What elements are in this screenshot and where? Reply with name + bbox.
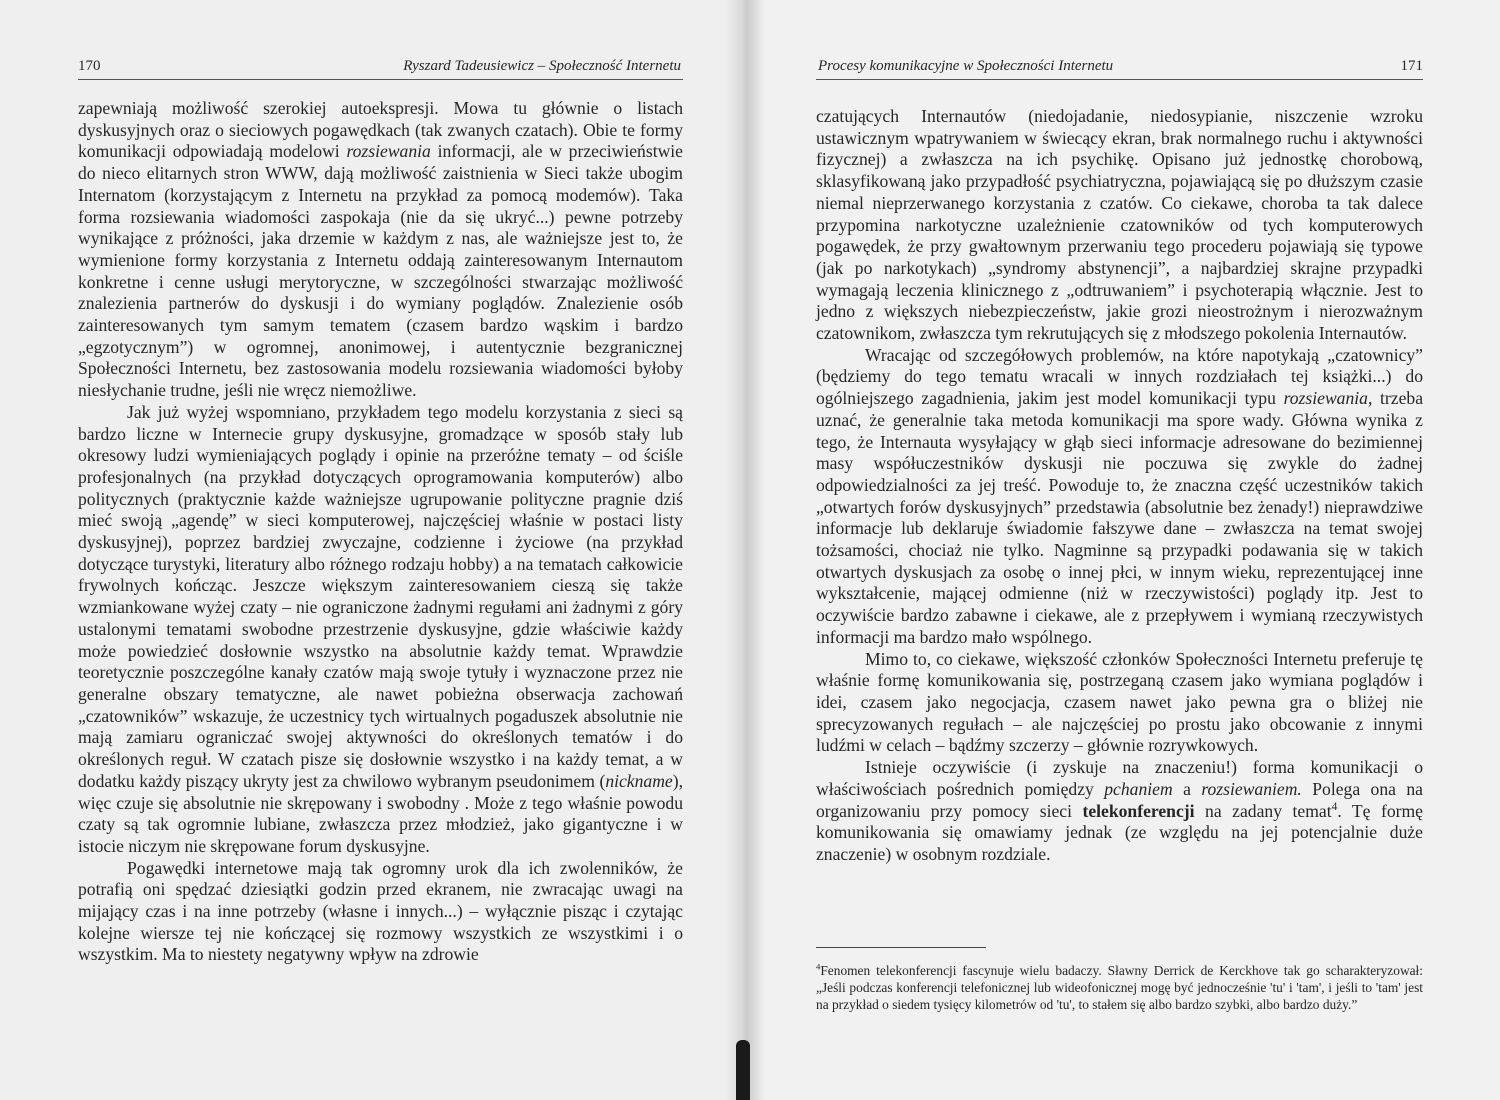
italic-term: rozsiewania bbox=[346, 141, 431, 162]
italic-term: pchaniem bbox=[1104, 778, 1173, 799]
text-run: . Tę formę komunikowania się omawiamy jednak (ze względu na jej potencjalnie duże znaczenie) w osobnym rozdziale. bbox=[816, 800, 1423, 864]
left-page-number: 170 bbox=[78, 58, 101, 74]
left-paragraph-1 bbox=[78, 98, 683, 402]
text-run: Jak już wyżej wspomniano, przykładem tego modelu korzystania z sieci są bardzo liczne w Internecie grupy dyskusyjne, gromadzące w sposób stały lub okresowy ludzi wymieniających poglądy i opinie na przeróżne tematy – od ściśle profesjonalnych (na przykład dotyczących oprogramowania komputerów) albo politycznych (praktycznie każde ważniejsze ugrupowanie polityczne pragnie dziś mieć swoją „agendę” w sieci komputerowej, najczęściej właśnie w postaci listy dyskusyjnej), poprzez bardziej zwyczajne, codzienne i życiowe (na przykład dotyczące turystyki, literatury albo różnego rodzaju hobby) a na tematach całkowicie frywolnych kończąc. Jeszcze większym zainteresowaniem cieszą się także wzmiankowane wyżej czaty – nie ograniczone żadnymi regułami ani żadnymi z góry ustalonymi tematami swobodne przestrzenie dyskusyjne, gdzie właściwie każdy może powiedzieć dosłownie wszystko na absolutnie każdy temat. Wprawdzie teoretycznie poszczególne kanały czatów mają swoje tytuły i wyznaczone przez nie generalne obszary tematyczne, ale nawet pobieżna obserwacja zachowań „czatowników” wskazuje, że uczestnicy tych wirtualnych pogaduszek absolutnie nie mają zamiaru ograniczać swojej aktywności do określonych tematów i do określonych reguł. W czatach pisze się dosłownie wszystko i na każdy temat, a w dodatku każdy piszący ukryty jest za chwilowo wybranym pseudonimem ( bbox=[78, 401, 683, 791]
right-page-header bbox=[816, 55, 1423, 80]
footnote-divider bbox=[816, 947, 986, 948]
italic-term: rozsiewania, bbox=[1283, 388, 1373, 409]
left-paragraph-3: Pogawędki internetowe mają tak ogromny urok dla ich zwolenników, że potrafią oni spędzać dziesiątki godzin przed ekranem, nie zwracając uwagi na mijający czas i na inne potrzeby (własne i innych...) – wyłącznie pisząc i czytając kolejne wiersze tej nie kończącej się rozmowy wszystkich ze wszystkimi i o wszystkim. Ma to niestety negatywny wpływ na zdrowie bbox=[78, 857, 683, 965]
right-running-head: Procesy komunikacyjne w Społeczności Internetu bbox=[818, 58, 1114, 74]
right-paragraph-2 bbox=[816, 345, 1423, 649]
text-run: zapewniają możliwość szerokiej autoekspresji. Mowa tu głównie o listach dyskusyjnych oraz o sieciowych pogawędkach (tak zwanych czatach). Obie te formy komunikacji odpowiadają modelowi bbox=[78, 98, 683, 162]
text-run: informacji, ale w przeciwieństwie do nieco elitarnych stron WWW, dają możliwość zaistnienia w Sieci także ubogim Internatom (korzystającym z Internetu na przykład za pomocą modemów). Taka forma rozsiewania wiadomości zaspokaja (nie da się ukryć...) pewne potrzeby wynikające z próżności, jaka drzemie w każdym z nas, ale ważniejsze jest to, że wymienione formy korzystania z Internetu oddają zainteresowanym Internautom konkretne i cenne usługi merytoryczne, w szczególności stwarzając możliwość znalezienia partnerów do dyskusji i do wymiany poglądów. Znalezienie osób zainteresowanych tym samym tematem (czasem bardzo wąskim i bardzo „egzotycznym”) w ogromnej, anonimowej, i autentycznie bezgranicznej Społeczności Internetu, bez zastosowania modelu rozsiewania wiadomości byłoby niesłychanie trudne, jeśli nie wręcz niemożliwe. bbox=[78, 141, 683, 401]
left-page-header bbox=[78, 55, 683, 80]
text-run: na zadany temat bbox=[1194, 800, 1332, 821]
right-paragraph-3: Mimo to, co ciekawe, większość członków Społeczności Internetu preferuje tę właśnie formę komunikowania się, postrzeganą czasem jako wymiana poglądów i idei, czasem jako negocjacja, czasem nawet jako pewna gra o bliżej nie sprecyzowanych regułach – ale najczęściej po prostu jako obcowanie z innymi ludźmi w celach – bądźmy szczerzy – głównie rozrywkowych. bbox=[816, 648, 1423, 756]
bold-term: telekonferencji bbox=[1082, 800, 1195, 821]
text-run: Wracając od szczegółowych problemów, na które napotykają „czatownicy” (będziemy do tego tematu wracali w innych rozdziałach tej książki...) do ogólniejszego zagadnienia, jakim jest model komunikacji typu bbox=[816, 344, 1423, 409]
text-run: Polega ona na organizowaniu przy pomocy sieci bbox=[816, 778, 1423, 821]
book-spine-edge bbox=[736, 1040, 750, 1100]
footnote bbox=[816, 962, 1423, 1013]
left-paragraph-2 bbox=[78, 402, 683, 858]
italic-term: rozsiewaniem. bbox=[1201, 778, 1302, 799]
left-page bbox=[0, 0, 745, 1100]
right-page-number: 171 bbox=[1400, 58, 1423, 74]
text-run: Istnieje oczywiście (i zyskuje na znaczeniu!) forma komunikacji o właściwościach pośrednich pomiędzy bbox=[816, 757, 1423, 799]
footnote-marker: 4 bbox=[816, 961, 821, 972]
right-paragraph-4 bbox=[816, 757, 1423, 866]
footnote-reference: 4 bbox=[1331, 800, 1338, 813]
text-run: trzeba uznać, że generalnie taka metoda komunikacji ma spore wady. Główna wynika z tego, że Internauta wysyłający w głąb sieci informacje adresowane do bezimiennej masy współuczestników dyskusji nie poczuwa się zwykle do żadnej odpowiedzialności za jej treść. Powoduje to, że znaczna część uczestników takich „otwartych forów dyskusyjnych” przedstawia (absolutnie bez żenady!) nieprawdziwe informacje lub deklaruje świadomie fałszywe dane – zwłaszcza na temat swojej tożsamości, chociaż nie tylko. Nagminne są przypadki podawania się w takich otwartych dyskusjach za osobę o innej płci, w innym wieku, reprezentującej inne wykształcenie, mającej odmienne (niż w rzeczywistości) poglądy itp. Jest to oczywiście bardzo zabawne i ciekawe, ale z przepływem i wymianą rzeczywistych informacji ma bardzo mało wspólnego. bbox=[816, 388, 1424, 647]
right-page bbox=[745, 0, 1500, 1100]
footnote-text: Fenomen telekonferencji fascynuje wielu badaczy. Sławny Derrick de Kerckhove tak go scharakteryzował: „Jeśli podczas konferencji telefonicznej lub wideofonicznej mogę być jednocześnie 'tu' i 'tam', i jeśli to 'tam' jest na przykład o siedem tysięcy kilometrów od 'tu', to stałem się albo bardzo szybki, albo bardzo duży.” bbox=[816, 963, 1423, 1012]
italic-term: nickname bbox=[605, 770, 673, 791]
text-run: a bbox=[1172, 778, 1202, 799]
left-running-head: Ryszard Tadeusiewicz – Społeczność Internetu bbox=[403, 58, 681, 74]
text-run: ), więc czuje się absolutnie nie skrępowany i swobodny . Może z tego właśnie powodu czaty są tak ogromnie lubiane, zwłaszcza przez młodzież, jako gigantyczne i w istocie niczym nie skrępowane forum dyskusyjne. bbox=[78, 770, 683, 856]
right-paragraph-1: czatujących Internautów (niedojadanie, niedosypianie, niszczenie wzroku ustawicznym wpatrywaniem w świecący ekran, brak normalnego ruchu i aktywności fizycznej) a zwłaszcza na ich psychikę. Opisano już jednostkę chorobową, sklasyfikowaną jako przypadłość psychiatryczna, pojawiającą się po dłuższym czasie niemal nieprzerwanego korzystania z czatów. Co ciekawe, choroba ta tak dalece przypomina narkotyczne uzależnienie czatowników od tych komputerowych pogawędek, że przy gwałtownym przerwaniu tego procederu pojawiają się typowe (jak po narkotykach) „syndromy abstynencji”, a najbardziej skrajne przypadki wymagają leczenia klinicznego z „odtruwaniem” i psychoterapią włącznie. Jest to jedno z większych niebezpieczeństw, jakie grozi nieostrożnym i nierozważnym czatownikom, zwłaszcza tym rekrutujących się z młodszego pokolenia Internautów. bbox=[816, 106, 1423, 344]
right-page-body bbox=[816, 106, 1423, 866]
left-page-body bbox=[78, 98, 683, 966]
